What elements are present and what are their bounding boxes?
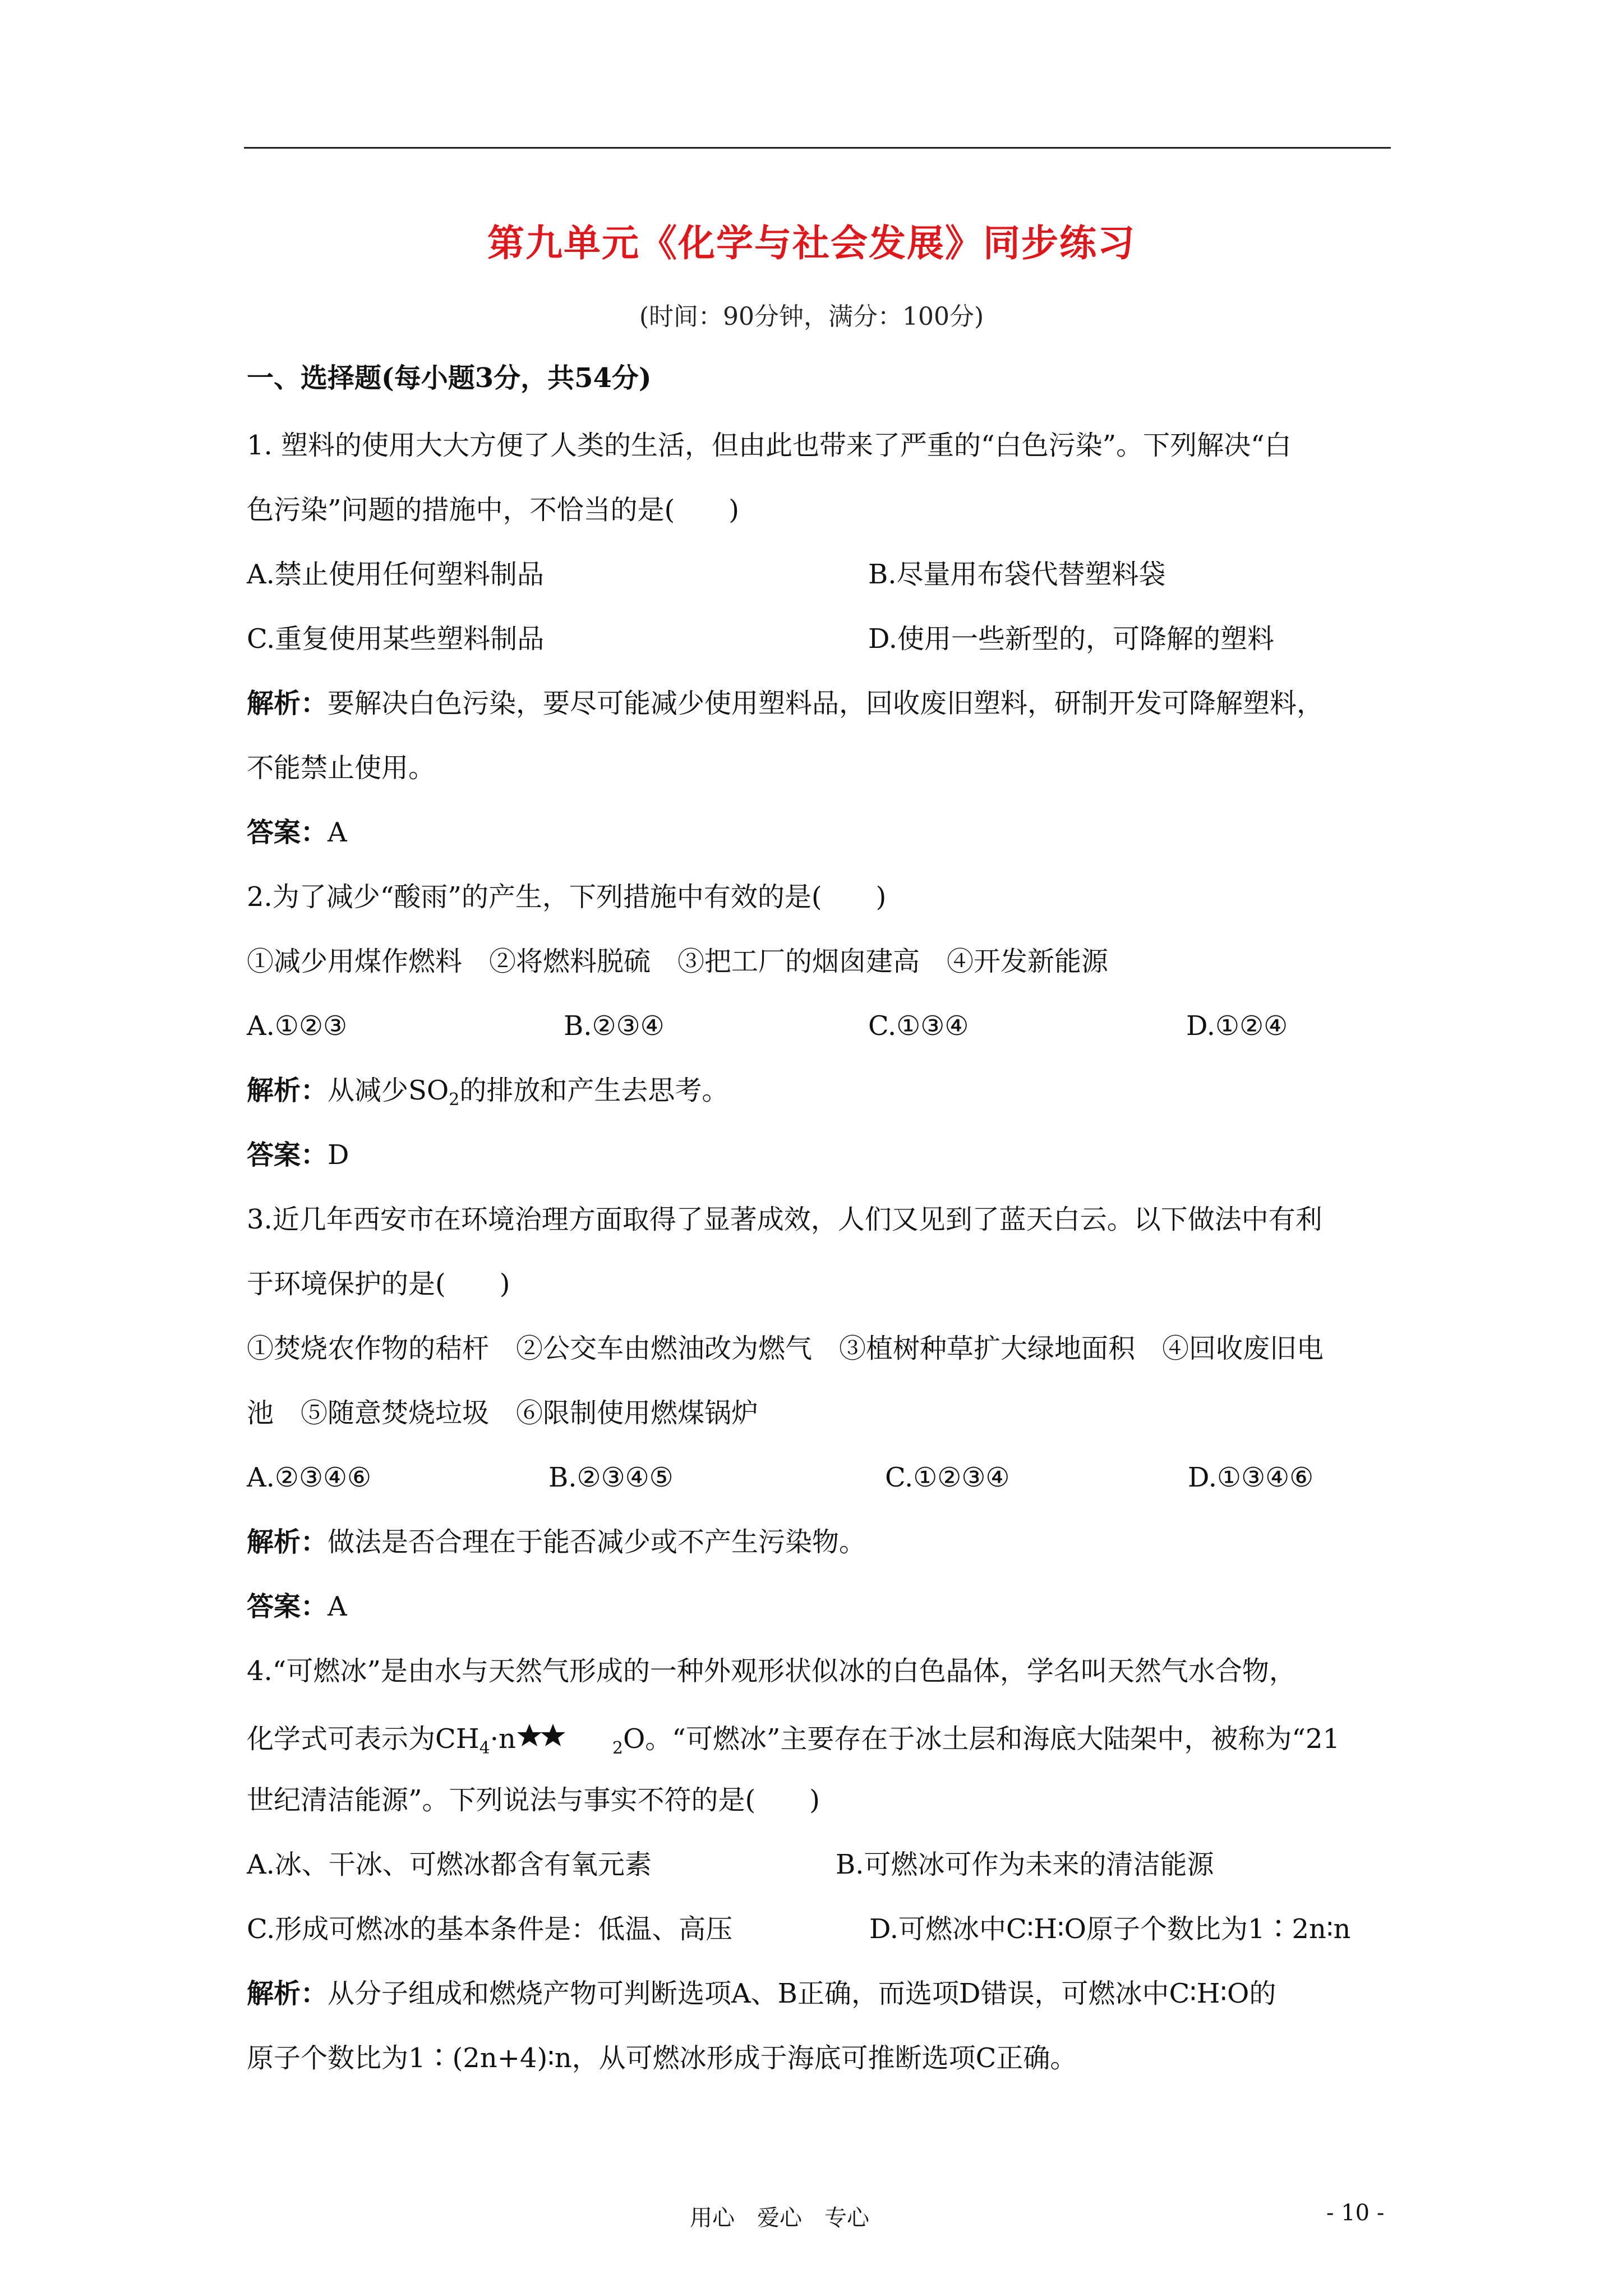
q3-stem-line4: 池 ⑤随意焚烧垃圾 ⑥限制使用燃煤锅炉 (247, 1397, 759, 1429)
analysis-label: 解析： (247, 688, 328, 719)
q4-formula-mid: ·n (490, 1723, 516, 1755)
q3-answer-value: A (328, 1591, 347, 1622)
q1-analysis-line1 (247, 690, 1324, 717)
q1-option-d: D.使用一些新型的，可降解的塑料 (868, 623, 1275, 655)
q3-stem-line1: 3.近几年西安市在环境治理方面取得了显著成效，人们又见到了蓝天白云。以下做法中有利 (247, 1204, 1322, 1235)
q4-stem-line1: 4.“可燃冰”是由水与天然气形成的一种外观形状似冰的白色晶体，学名叫天然气水合物， (247, 1655, 1296, 1687)
q3-stem-line3: ①焚烧农作物的秸杆 ②公交车由燃油改为燃气 ③植树种草扩大绿地面积 ④回收废旧电 (247, 1333, 1324, 1364)
q3-analysis (247, 1526, 866, 1558)
q2-answer-value: D (328, 1139, 349, 1171)
q4-option-b: B.可燃冰可作为未来的清洁能源 (836, 1849, 1214, 1880)
q1-stem-line2: 色污染”问题的措施中，不恰当的是( ) (247, 494, 739, 526)
q1-option-c: C.重复使用某些塑料制品 (247, 623, 545, 655)
q2-answer (247, 1139, 349, 1171)
q3-answer (247, 1593, 347, 1620)
q2-option-a: A.①②③ (247, 1010, 348, 1042)
q2-analysis-post: 的排放和产生去思考。 (459, 1075, 729, 1106)
q4-stem-line3: 世纪清洁能源”。下列说法与事实不符的是( ) (247, 1784, 820, 1816)
analysis-label: 解析： (247, 1075, 328, 1106)
q3-option-c: C.①②③④ (885, 1462, 1010, 1493)
q4-analysis-line1 (247, 1980, 1276, 2007)
q1-analysis-text: 要解决白色污染，要尽可能减少使用塑料品，回收废旧塑料，研制开发可降解塑料， (328, 688, 1324, 719)
q4-formula-subscript-2: 2 (612, 1738, 623, 1758)
answer-label: 答案： (247, 1139, 328, 1171)
footer-slogan: 用心 爱心 专心 (690, 2205, 869, 2231)
q2-analysis-pre: 从减少SO (328, 1075, 449, 1106)
q3-option-d: D.①③④⑥ (1188, 1462, 1314, 1493)
q2-option-b: B.②③④ (564, 1010, 665, 1042)
q4-analysis-text: 从分子组成和燃烧产物可判断选项A、B正确，而选项D错误，可燃冰中C∶H∶O的 (328, 1978, 1276, 2009)
page-number: - 10 - (1326, 2200, 1385, 2226)
q2-stem-line1: 2.为了减少“酸雨”的产生，下列措施中有效的是( ) (247, 881, 887, 913)
q4-formula-pre: 化学式可表示为CH (247, 1723, 479, 1755)
q3-option-b: B.②③④⑤ (548, 1462, 674, 1493)
q3-stem-line2: 于环境保护的是( ) (247, 1268, 510, 1300)
answer-label: 答案： (247, 817, 328, 848)
q1-answer-value: A (328, 817, 347, 848)
q3-analysis-text: 做法是否合理在于能否减少或不产生污染物。 (328, 1526, 866, 1558)
answer-label: 答案： (247, 1591, 328, 1622)
q1-option-a: A.禁止使用任何塑料制品 (247, 559, 544, 590)
star-watermark-icon (516, 1722, 579, 1752)
q4-analysis-line2: 原子个数比为1∶(2n+4)∶n，从可燃冰形成于海底可推断选项C正确。 (247, 2042, 1077, 2074)
q2-analysis (247, 1077, 728, 1108)
q2-stem-line2: ①减少用煤作燃料 ②将燃料脱硫 ③把工厂的烟囱建高 ④开发新能源 (247, 946, 1109, 977)
analysis-label: 解析： (247, 1526, 328, 1558)
q2-option-c: C.①③④ (868, 1010, 969, 1042)
q4-option-d: D.可燃冰中C∶H∶O原子个数比为1∶2n∶n (869, 1913, 1351, 1945)
page-title: 第九单元《化学与社会发展》同步练习 (487, 221, 1136, 265)
q4-option-c: C.形成可燃冰的基本条件是：低温、高压 (247, 1913, 733, 1945)
q4-stem-line2 (247, 1722, 1340, 1757)
q4-option-a: A.冰、干冰、可燃冰都含有氧元素 (247, 1849, 652, 1880)
q1-stem-line1: 1. 塑料的使用大大方便了人类的生活，但由此也带来了严重的“白色污染”。下列解决“白 (247, 430, 1292, 461)
q4-formula-subscript-4: 4 (479, 1738, 490, 1758)
analysis-label: 解析： (247, 1978, 328, 2009)
q4-formula-post: O。“可燃冰”主要存在于冰土层和海底大陆架中，被称为“21 (623, 1723, 1340, 1755)
q2-option-d: D.①②④ (1186, 1010, 1288, 1042)
q1-answer (247, 819, 347, 846)
q2-analysis-subscript: 2 (449, 1090, 460, 1110)
time-score-note: (时间：90分钟，满分：100分) (639, 302, 984, 331)
section-heading: 一、选择题(每小题3分，共54分) (247, 362, 652, 394)
q1-option-b: B.尽量用布袋代替塑料袋 (868, 559, 1166, 590)
q3-option-a: A.②③④⑥ (247, 1462, 372, 1493)
q1-analysis-line2: 不能禁止使用。 (247, 752, 436, 784)
header-rule (244, 147, 1391, 149)
